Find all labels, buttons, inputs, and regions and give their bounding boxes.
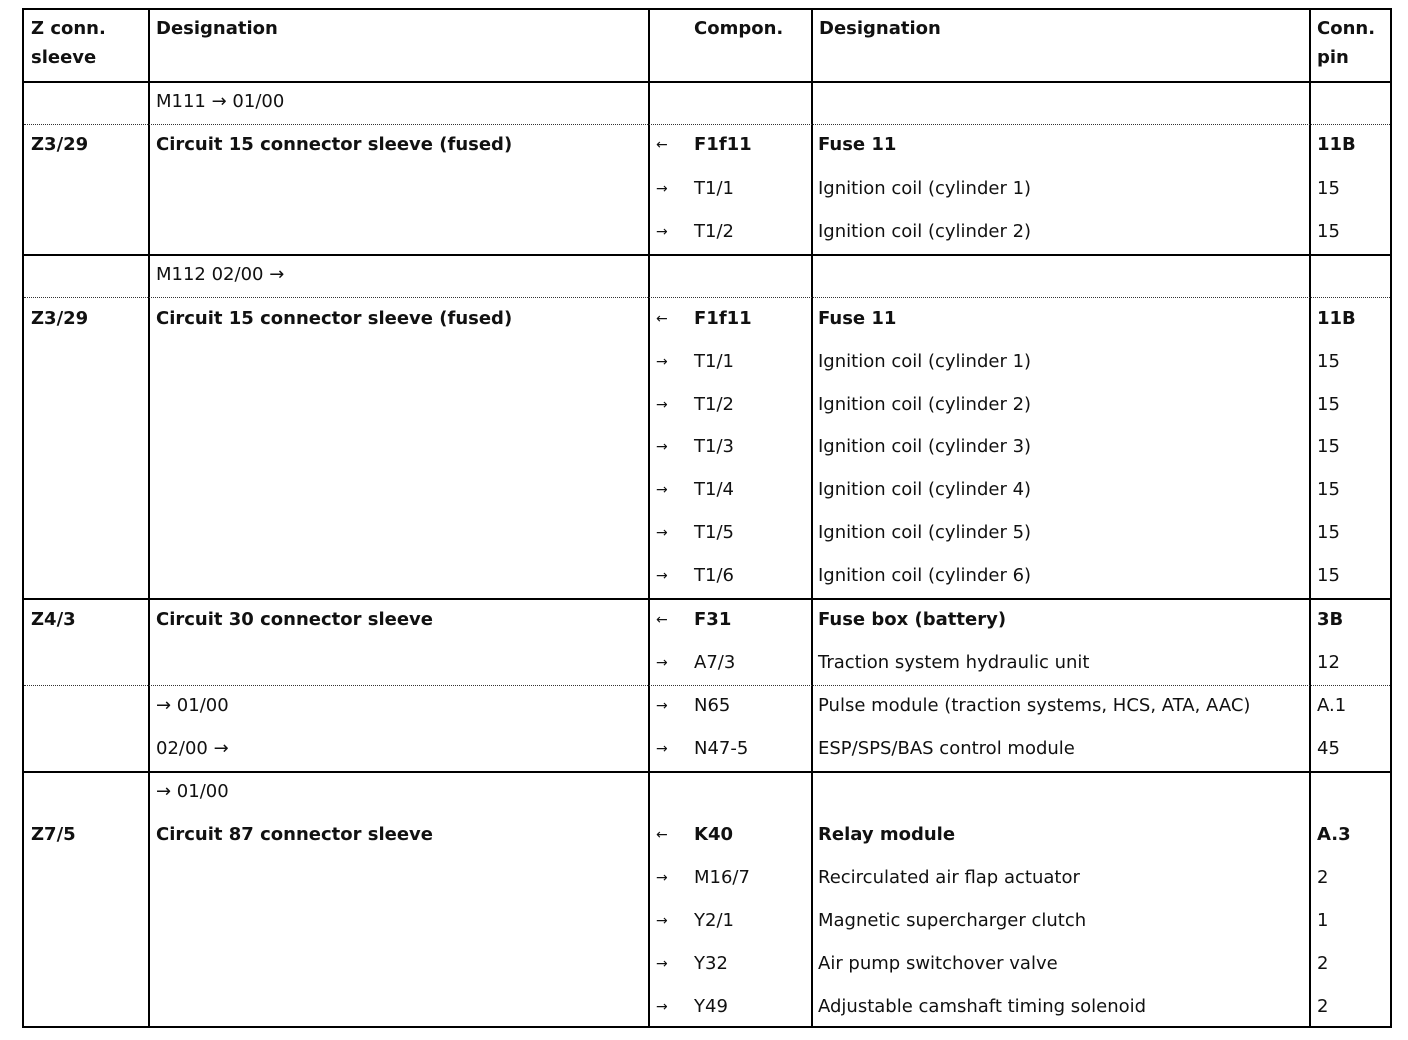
pin-cell: 15 — [1317, 394, 1340, 415]
header-component: Compon. — [694, 18, 784, 39]
component-cell: T1/1 — [694, 351, 734, 372]
component-cell: K40 — [694, 824, 733, 845]
component-cell: F1f11 — [694, 134, 752, 155]
component-cell: Y49 — [694, 996, 728, 1017]
designation-cell: M111 → 01/00 — [156, 91, 285, 112]
table-border-left — [22, 8, 24, 1028]
component-cell: T1/5 — [694, 522, 734, 543]
component-designation-cell: Ignition coil (cylinder 2) — [818, 394, 1032, 415]
component-designation-cell: Fuse 11 — [818, 308, 897, 329]
component-cell: T1/2 — [694, 394, 734, 415]
header-designation: Designation — [156, 18, 278, 39]
pin-cell: 15 — [1317, 522, 1340, 543]
pin-cell: 11B — [1317, 308, 1356, 329]
component-designation-cell: Ignition coil (cylinder 6) — [818, 565, 1032, 586]
component-designation-cell: Traction system hydraulic unit — [818, 652, 1090, 673]
component-cell: Y32 — [694, 953, 728, 974]
direction-arrow: → — [656, 655, 668, 671]
component-cell: N65 — [694, 695, 731, 716]
component-cell: M16/7 — [694, 867, 750, 888]
direction-arrow: → — [656, 397, 668, 413]
component-designation-cell: Fuse box (battery) — [818, 609, 1007, 630]
direction-arrow: → — [656, 354, 668, 370]
dotted-divider-3 — [24, 685, 1390, 686]
component-designation-cell: Ignition coil (cylinder 1) — [818, 351, 1032, 372]
direction-arrow: → — [656, 224, 668, 240]
dotted-divider-1 — [24, 124, 1390, 125]
component-designation-cell: Ignition coil (cylinder 3) — [818, 436, 1032, 457]
col-divider-designation — [148, 8, 150, 1028]
z-sleeve-cell: Z7/5 — [31, 824, 76, 845]
pin-cell: 15 — [1317, 436, 1340, 457]
pin-cell: 15 — [1317, 479, 1340, 500]
component-cell: F31 — [694, 609, 732, 630]
designation-cell: Circuit 87 connector sleeve — [156, 824, 433, 845]
component-cell: T1/4 — [694, 479, 734, 500]
table-border-top — [22, 8, 1392, 10]
pin-cell: 2 — [1317, 867, 1329, 888]
direction-arrow: → — [656, 913, 668, 929]
pin-cell: 3B — [1317, 609, 1344, 630]
table-border-right — [1390, 8, 1392, 1028]
component-cell: T1/2 — [694, 221, 734, 242]
group-divider-2 — [22, 598, 1392, 600]
component-designation-cell: Ignition coil (cylinder 5) — [818, 522, 1032, 543]
z-sleeve-cell: Z3/29 — [31, 134, 89, 155]
component-cell: T1/6 — [694, 565, 734, 586]
pin-cell: 15 — [1317, 221, 1340, 242]
dotted-divider-2 — [24, 297, 1390, 298]
direction-arrow: ← — [656, 612, 668, 628]
component-cell: T1/1 — [694, 178, 734, 199]
pin-cell: 15 — [1317, 565, 1340, 586]
pin-cell: 15 — [1317, 351, 1340, 372]
header-component-designation: Designation — [819, 18, 941, 39]
pin-cell: 2 — [1317, 953, 1329, 974]
pin-cell: 11B — [1317, 134, 1356, 155]
pin-cell: A.1 — [1317, 695, 1347, 716]
direction-arrow: → — [656, 698, 668, 714]
component-designation-cell: Magnetic supercharger clutch — [818, 910, 1087, 931]
direction-arrow: → — [656, 482, 668, 498]
z-sleeve-cell: Z4/3 — [31, 609, 76, 630]
designation-cell: Circuit 30 connector sleeve — [156, 609, 433, 630]
component-designation-cell: Recirculated air flap actuator — [818, 867, 1080, 888]
direction-arrow: → — [656, 525, 668, 541]
direction-arrow: → — [656, 568, 668, 584]
col-divider-component — [648, 8, 650, 1028]
direction-arrow: → — [656, 439, 668, 455]
z-sleeve-cell: Z3/29 — [31, 308, 89, 329]
header-z-conn-sleeve: Z conn. sleeve — [31, 18, 106, 68]
designation-cell: Circuit 15 connector sleeve (fused) — [156, 308, 513, 329]
designation-cell: → 01/00 — [156, 695, 229, 716]
component-designation-cell: Air pump switchover valve — [818, 953, 1058, 974]
header-conn-pin: Conn. pin — [1317, 18, 1376, 68]
component-designation-cell: Ignition coil (cylinder 1) — [818, 178, 1032, 199]
pin-cell: 15 — [1317, 178, 1340, 199]
component-designation-cell: Ignition coil (cylinder 2) — [818, 221, 1032, 242]
group-divider-3 — [22, 771, 1392, 773]
direction-arrow: ← — [656, 827, 668, 843]
pin-cell: 1 — [1317, 910, 1329, 931]
col-divider-pin — [1309, 8, 1311, 1028]
component-cell: F1f11 — [694, 308, 752, 329]
component-designation-cell: Adjustable camshaft timing solenoid — [818, 996, 1147, 1017]
connector-sleeve-table — [22, 8, 1392, 1028]
direction-arrow: ← — [656, 311, 668, 327]
designation-cell: Circuit 15 connector sleeve (fused) — [156, 134, 513, 155]
designation-cell: → 01/00 — [156, 781, 229, 802]
component-cell: A7/3 — [694, 652, 736, 673]
direction-arrow: → — [656, 741, 668, 757]
pin-cell: 12 — [1317, 652, 1340, 673]
group-divider-1 — [22, 254, 1392, 256]
direction-arrow: ← — [656, 137, 668, 153]
direction-arrow: → — [656, 181, 668, 197]
component-designation-cell: Relay module — [818, 824, 956, 845]
direction-arrow: → — [656, 956, 668, 972]
pin-cell: 2 — [1317, 996, 1329, 1017]
pin-cell: 45 — [1317, 738, 1340, 759]
header-divider — [22, 81, 1392, 83]
component-designation-cell: ESP/SPS/BAS control module — [818, 738, 1075, 759]
component-designation-cell: Pulse module (traction systems, HCS, ATA, AAC) — [818, 695, 1251, 716]
designation-cell: 02/00 → — [156, 738, 229, 759]
component-cell: N47-5 — [694, 738, 749, 759]
component-designation-cell: Ignition coil (cylinder 4) — [818, 479, 1032, 500]
direction-arrow: → — [656, 870, 668, 886]
pin-cell: A.3 — [1317, 824, 1351, 845]
component-cell: Y2/1 — [694, 910, 734, 931]
component-designation-cell: Fuse 11 — [818, 134, 897, 155]
component-cell: T1/3 — [694, 436, 734, 457]
designation-cell: M112 02/00 → — [156, 264, 285, 285]
direction-arrow: → — [656, 999, 668, 1015]
table-border-bottom — [22, 1026, 1392, 1028]
col-divider-component-designation — [811, 8, 813, 1028]
